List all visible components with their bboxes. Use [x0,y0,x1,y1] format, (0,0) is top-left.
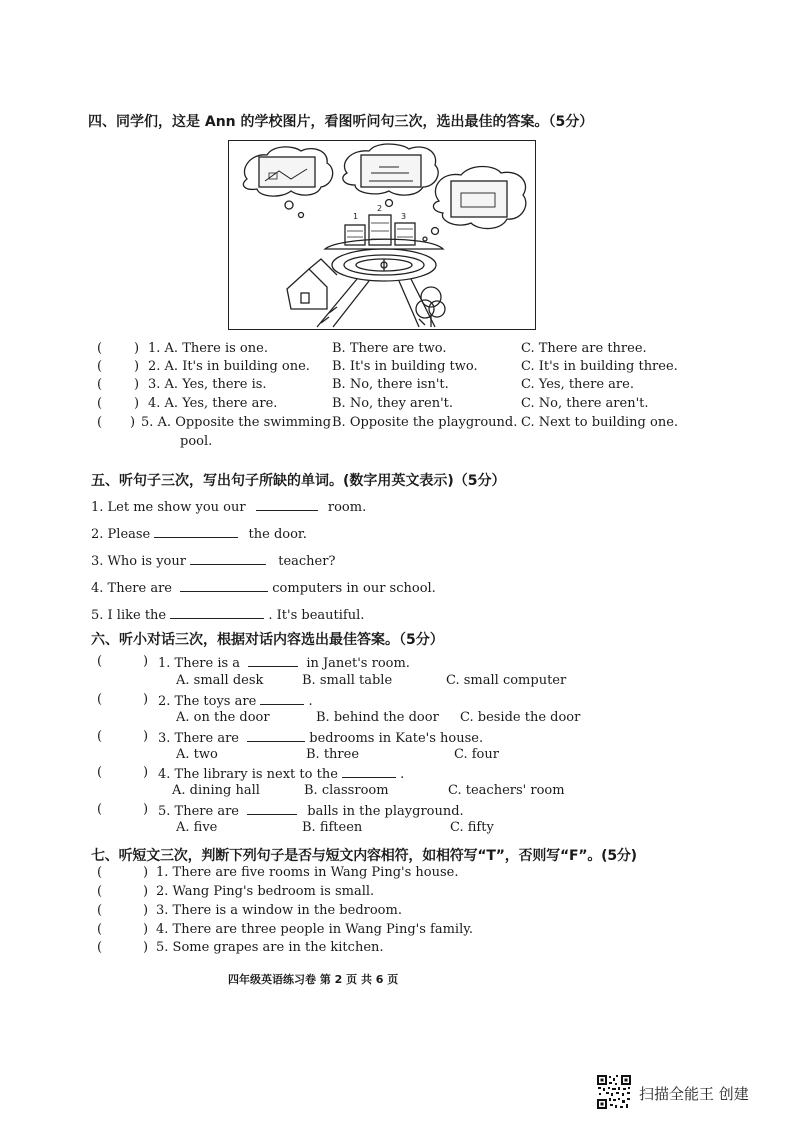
answer-close-paren: ) [143,940,149,955]
question-stem: 4. A. Yes, there are. [148,396,278,411]
answer-open-paren: ( [97,415,103,430]
answer-blank[interactable] [170,606,264,619]
building-label-2: 2 [377,204,383,213]
option-b: B. It's in building two. [332,359,478,374]
answer-close-paren: ) [134,341,140,356]
fill-blank-before: 3. Who is your [91,554,186,569]
answer-close-paren: ) [143,692,149,707]
answer-blank[interactable] [180,579,268,592]
judge-statement: 5. Some grapes are in the kitchen. [156,940,384,955]
fill-blank-after: . It's beautiful. [268,608,365,623]
question-stem-continued: pool. [180,434,213,449]
answer-open-paren: ( [97,692,103,707]
answer-open-paren: ( [97,341,103,356]
question-stem: 1. A. There is one. [148,341,268,356]
option-a: A. five [176,820,218,835]
answer-open-paren: ( [97,396,103,411]
option-c: C. Next to building one. [521,415,679,430]
option-c: C. fifty [450,820,494,835]
option-c: C. Yes, there are. [521,377,634,392]
school-picture [228,140,536,330]
option-b: B. No, they aren't. [332,396,454,411]
section4-title: 四、同学们，这是 Ann 的学校图片，看图听问句三次，选出最佳的答案。（5分） [88,114,594,130]
question-stem: 2. A. It's in building one. [148,359,310,374]
judge-statement: 1. There are five rooms in Wang Ping's house. [156,865,459,880]
answer-open-paren: ( [97,359,103,374]
fill-blank-after: room. [327,500,367,515]
answer-close-paren: ) [143,729,149,744]
fill-blank-before: 5. I like the [91,608,167,623]
option-b: B. There are two. [332,341,447,356]
option-c: C. small computer [446,673,567,688]
answer-open-paren: ( [97,729,103,744]
section7-title: 七、听短文三次，判断下列句子是否与短文内容相符，如相符写“T”，否则写“F”。(5分) [91,848,637,864]
judge-statement: 4. There are three people in Wang Ping's family. [156,922,473,937]
answer-open-paren: ( [97,765,103,780]
fill-blank-after: teacher? [278,554,336,569]
fill-blank-after: the door. [248,527,307,542]
building-label-3: 3 [401,212,407,221]
answer-open-paren: ( [97,940,103,955]
answer-open-paren: ( [97,922,103,937]
option-b: B. fifteen [302,820,363,835]
fill-blank-item [91,498,366,515]
option-b: B. small table [302,673,393,688]
option-b: B. classroom [304,783,389,798]
fill-blank-item [91,606,364,623]
fill-blank-before: 2. Please [91,527,151,542]
option-b: B. Opposite the playground. [332,415,518,430]
section6-title: 六、听小对话三次，根据对话内容选出最佳答案。（5分） [91,632,444,648]
answer-open-paren: ( [97,884,103,899]
answer-close-paren: ) [143,765,149,780]
option-c: C. teachers' room [448,783,565,798]
option-a: A. two [176,747,218,762]
section5-title: 五、听句子三次，写出句子所缺的单词。(数字用英文表示)（5分） [91,473,506,489]
answer-close-paren: ) [143,884,149,899]
answer-close-paren: ) [134,377,140,392]
answer-close-paren: ) [134,359,140,374]
option-a: A. dining hall [172,783,260,798]
school-illustration [229,141,534,328]
option-c: C. No, there aren't. [521,396,649,411]
answer-blank[interactable] [256,498,318,511]
question-stem: 4. The library is next to the . [158,767,405,782]
option-a: A. on the door [176,710,270,725]
answer-blank[interactable] [154,525,238,538]
option-c: C. beside the door [460,710,581,725]
answer-close-paren: ) [130,415,136,430]
question-stem: 1. There is a in Janet's room. [158,656,410,671]
fill-blank-item [91,552,335,569]
question-stem: 5. A. Opposite the swimming [141,415,332,430]
answer-blank[interactable] [190,552,266,565]
question-stem: 3. A. Yes, there is. [148,377,267,392]
answer-close-paren: ) [134,396,140,411]
answer-open-paren: ( [97,903,103,918]
building-label-1: 1 [353,212,359,221]
answer-close-paren: ) [143,922,149,937]
answer-blank[interactable] [247,729,305,742]
option-c: C. four [454,747,499,762]
answer-close-paren: ) [143,654,149,669]
fill-blank-after: computers in our school. [272,581,436,596]
option-b: B. behind the door [316,710,439,725]
fill-blank-before: 4. There are [91,581,172,596]
answer-blank[interactable] [260,692,304,705]
question-stem: 2. The toys are . [158,694,313,709]
answer-close-paren: ) [143,802,149,817]
answer-blank[interactable] [247,802,297,815]
qr-code-icon [596,1074,632,1110]
option-b: B. No, there isn't. [332,377,449,392]
answer-open-paren: ( [97,865,103,880]
answer-blank[interactable] [342,765,396,778]
fill-blank-item [91,579,436,596]
option-a: A. small desk [176,673,264,688]
option-c: C. There are three. [521,341,647,356]
fill-blank-item [91,525,307,542]
option-b: B. three [306,747,360,762]
answer-open-paren: ( [97,377,103,392]
answer-close-paren: ) [143,865,149,880]
watermark-text: 扫描全能王 创建 [639,1085,749,1103]
fill-blank-before: 1. Let me show you our [91,500,246,515]
answer-blank[interactable] [248,654,298,667]
option-c: C. It's in building three. [521,359,678,374]
question-stem: 3. There are bedrooms in Kate's house. [158,731,484,746]
answer-open-paren: ( [97,654,103,669]
page-footer: 四年级英语练习卷 第 2 页 共 6 页 [228,973,399,986]
answer-close-paren: ) [143,903,149,918]
answer-open-paren: ( [97,802,103,817]
judge-statement: 3. There is a window in the bedroom. [156,903,402,918]
question-stem: 5. There are balls in the playground. [158,804,464,819]
judge-statement: 2. Wang Ping's bedroom is small. [156,884,375,899]
